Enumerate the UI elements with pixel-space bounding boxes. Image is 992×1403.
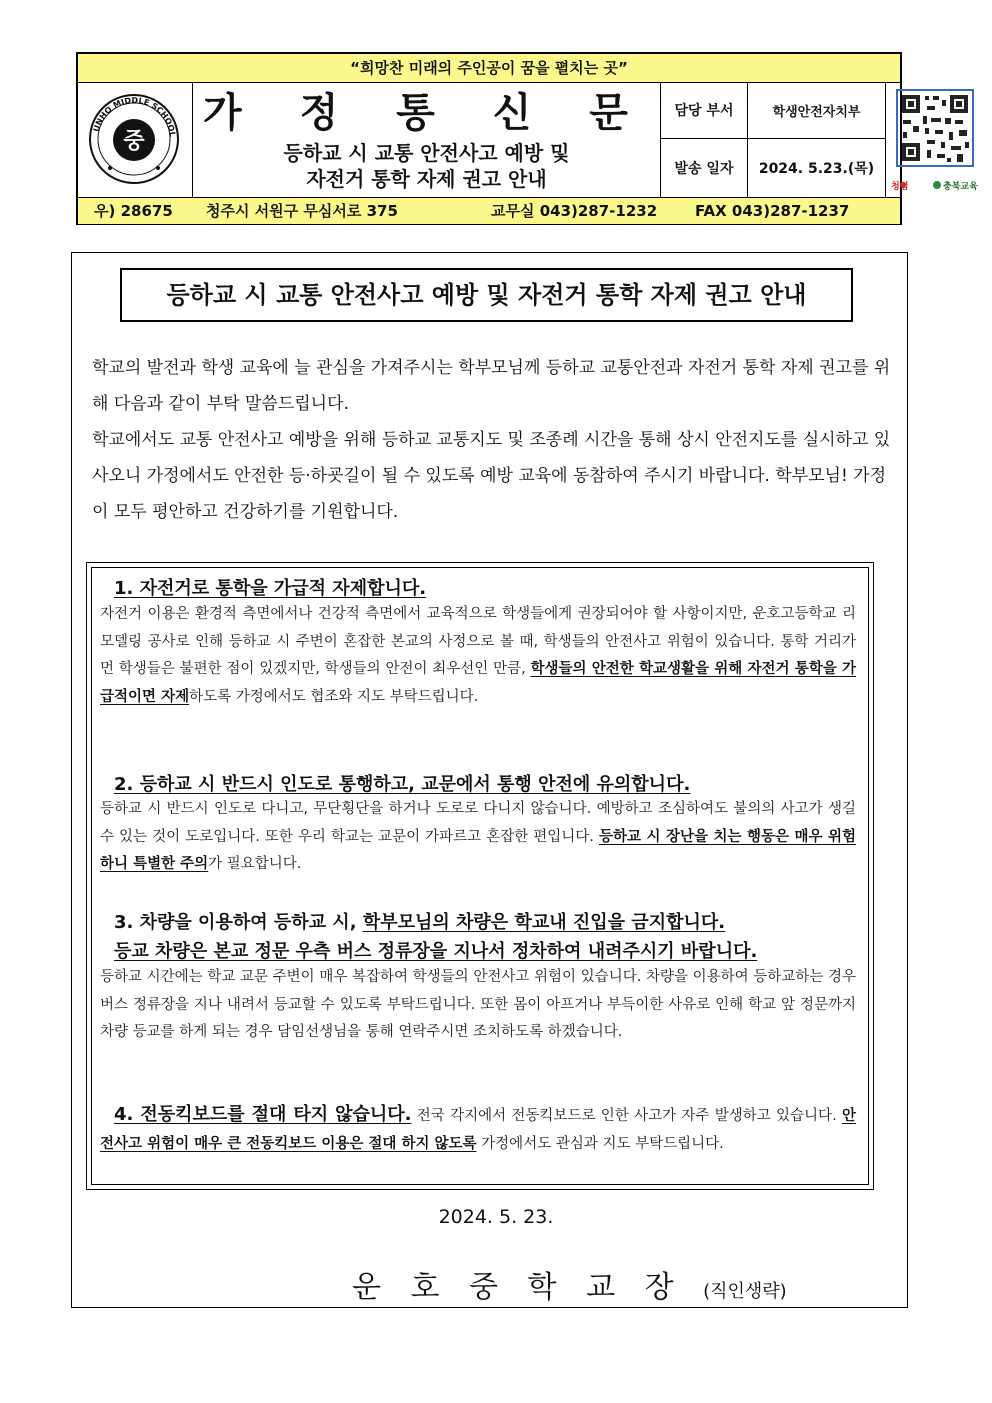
section-3-heading-emphasis: 학부모님의 차량은 학교내 진입을 금지합니다. bbox=[362, 912, 726, 933]
section-4-text: 전국 각지에서 전동킥보드로 인한 사고가 자주 발생하고 있습니다. bbox=[411, 1108, 842, 1124]
header-subtitle-line2: 자전거 통학 자제 권고 안내 bbox=[306, 167, 547, 191]
qr-code[interactable] bbox=[887, 82, 982, 197]
principal-signature bbox=[352, 1262, 787, 1306]
intro-paragraph-1: 학교의 발전과 학생 교육에 늘 관심을 가져주시는 학부모님께 등하교 교통안전과 자전거 통학 자제 권고를 위해 다음과 같이 부탁 말씀드립니다. bbox=[92, 358, 891, 414]
header-middle-row bbox=[78, 82, 978, 197]
fax-number: FAX 043)287-1237 bbox=[695, 202, 850, 220]
section-1-body bbox=[100, 601, 856, 711]
postal-code: 우) 28675 bbox=[94, 202, 173, 220]
section-4-heading: 4. 전동킥보드를 절대 타지 않습니다. bbox=[114, 1104, 412, 1125]
section-4-emphasis: 안전사고 위험이 매우 큰 전동킥보드 이용은 절대 하지 않도록 bbox=[100, 1108, 856, 1152]
section-1-text: 자전거 이용은 환경적 측면에서나 건강적 측면에서 교육적으로 학생들에게 권장되어야 할 사항이지만, 운호고등학교 리모델링 공사로 인해 등하교 시 주변이 혼잡한 본교의 사정으로 볼 때, 학생들의 안전사고 위험이 있습니다. 통학 거리가 먼 학생들은 불편한 점이 있겠지만, 학생들의 안전이 최우선인 만큼, bbox=[100, 606, 856, 677]
signature-text: 운 호 중 학 교 장 bbox=[352, 1270, 684, 1305]
section-3-heading-2: 등교 차량은 본교 정문 우측 버스 정류장을 지나서 정차하여 내려주시기 바랍니다. bbox=[114, 941, 758, 962]
newsletter-title: 가 정 통 신 문 bbox=[203, 89, 650, 136]
dept-value: 학생안전자치부 bbox=[748, 82, 886, 139]
section-3-body: 등하교 시간에는 학교 교문 주변이 매우 복잡하여 학생들의 안전사고 위험이 있습니다. 차량을 이용하여 등하교하는 경우 버스 정류장을 지나 내려서 등교할 수 있도록 부탁드립니다. 또한 몸이 아프거나 부득이한 사유로 인해 학교 앞 정문까지 차량 등교를 하게 되는 경우 담임선생님을 통해 연락주시면 조치하도록 하겠습니다. bbox=[100, 969, 856, 1040]
office-phone: 교무실 043)287-1232 bbox=[491, 202, 658, 220]
logo-text: UNHO MIDDLE SCHOOL bbox=[91, 95, 177, 138]
section-2-emphasis: 등하교 시 장난을 치는 행동은 매우 위험하니 특별한 주의 bbox=[100, 828, 856, 872]
title-cell bbox=[193, 82, 661, 197]
document-title: 등하교 시 교통 안전사고 예방 및 자전거 통학 자제 권고 안내 bbox=[120, 268, 853, 322]
date-label: 발송 일자 bbox=[661, 139, 748, 197]
intro-text bbox=[92, 350, 900, 530]
qr-caption-left: 청렴 bbox=[891, 182, 909, 192]
info-grid bbox=[661, 82, 978, 197]
street-address: 청주시 서원구 무심서로 375 bbox=[206, 202, 398, 220]
section-4-text-end: 가정에서도 관심과 지도 부탁드립니다. bbox=[476, 1135, 724, 1152]
section-2-heading: 2. 등하교 시 반드시 인도로 통행하고, 교문에서 통행 안전에 유의합니다. bbox=[114, 774, 691, 795]
address-bar bbox=[78, 197, 900, 224]
date-value: 2024. 5.23.(목) bbox=[748, 139, 886, 197]
seal-note: (직인생략) bbox=[703, 1281, 787, 1302]
qr-caption-right: 충북교육 bbox=[943, 182, 978, 192]
issue-date: 2024. 5. 23. bbox=[438, 1206, 554, 1228]
section-2-body bbox=[100, 796, 856, 879]
section-2-text-end: 가 필요합니다. bbox=[208, 856, 302, 872]
section-3-heading bbox=[114, 908, 725, 934]
school-emblem-icon bbox=[78, 82, 191, 195]
section-2-text: 등하교 시 반드시 인도로 다니고, 무단횡단을 하거나 도로로 다니지 않습니다. 예방하고 조심하여도 불의의 사고가 생길 수 있는 것이 도로입니다. 또한 우리 학교는 교문이 가파르고 혼잡한 편입니다. bbox=[100, 801, 856, 845]
dept-label: 담당 부서 bbox=[661, 82, 748, 139]
intro-paragraph-2: 학교에서도 교통 안전사고 예방을 위해 등하교 교통지도 및 조종례 시간을 통해 상시 안전지도를 실시하고 있사오니 가정에서도 안전한 등·하굣길이 될 수 있도록 예방 교육에 동참하여 주시기 바랍니다. 학부모님! 가정이 모두 평안하고 건강하기를 기원합니다. bbox=[92, 430, 891, 522]
section-3-heading-text: 3. 차량을 이용하여 등하교 시, bbox=[114, 912, 363, 933]
header-subtitle-line1: 등하교 시 교통 안전사고 예방 및 bbox=[283, 141, 570, 165]
school-logo bbox=[78, 82, 193, 197]
newsletter-header bbox=[76, 52, 978, 225]
logo-char: 중 bbox=[123, 129, 145, 154]
section-1-heading: 1. 자전거로 통학을 가급적 자제합니다. bbox=[114, 578, 427, 599]
section-1-emphasis: 학생들의 안전한 학교생활을 위해 자전거 통학을 가급적이면 자제 bbox=[100, 661, 857, 705]
qr-code-icon bbox=[887, 82, 982, 197]
section-4-body bbox=[100, 1101, 856, 1158]
section-1-text-end: 하도록 가정에서도 협조와 지도 부탁드립니다. bbox=[189, 688, 479, 705]
school-slogan: “희망찬 미래의 주인공이 꿈을 펼치는 곳” bbox=[78, 54, 900, 83]
